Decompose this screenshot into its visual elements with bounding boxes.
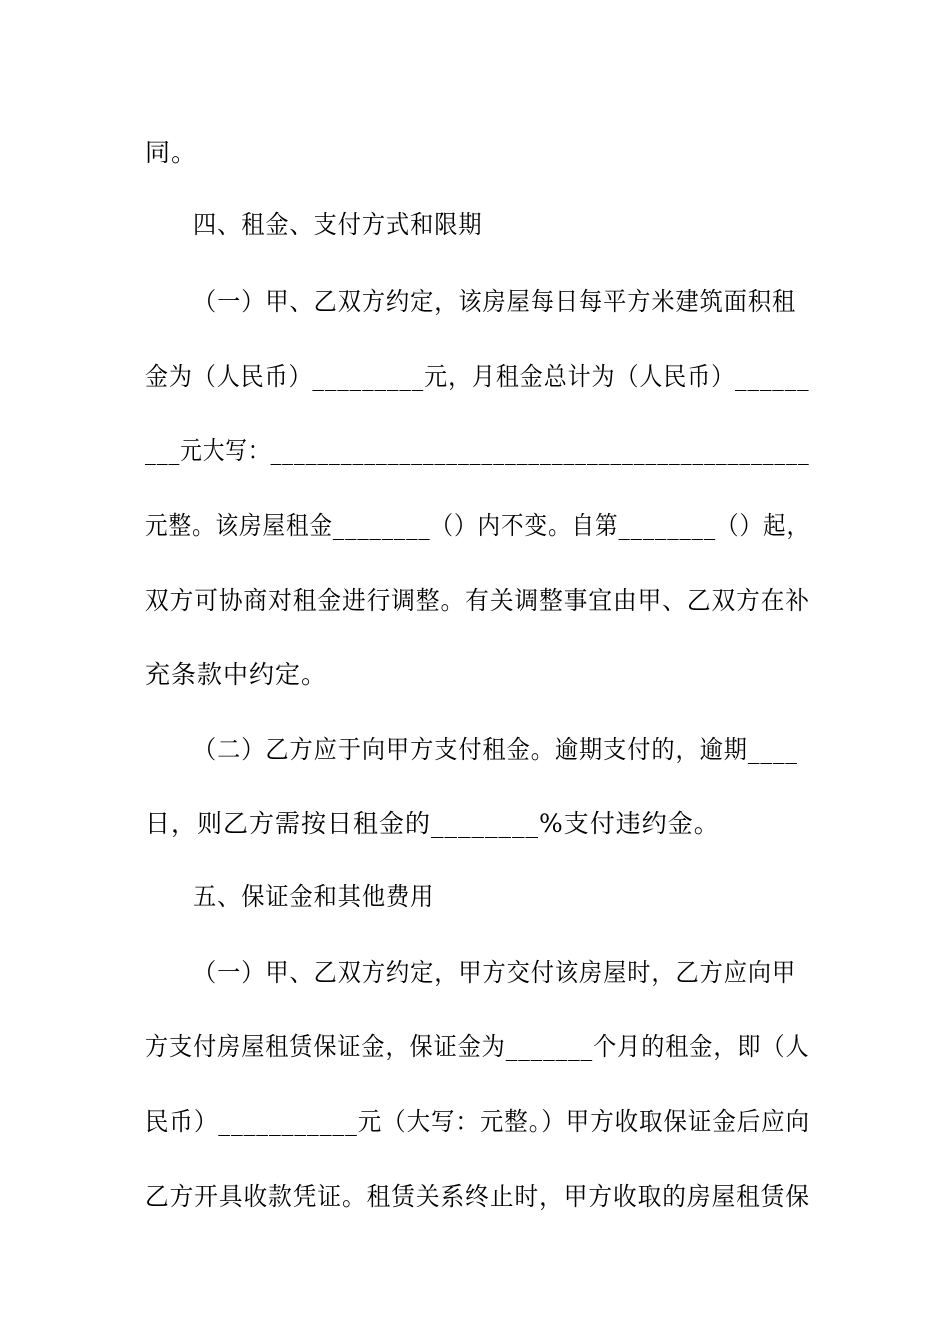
text-line: 金为（人民币）_________元，月租金总计为（人民币）______ xyxy=(145,362,810,391)
text-line: 同。 xyxy=(145,138,198,167)
text-line: 双方可协商对租金进行调整。有关调整事宜由甲、乙双方在补 xyxy=(145,586,811,615)
text-line: 元整。该房屋租金________（）内不变。自第________（）起， xyxy=(145,511,811,540)
text-line: 日，则乙方需按日租金的________%支付违约金。 xyxy=(145,809,720,838)
text-line: 充条款中约定。 xyxy=(145,660,328,689)
text-line: （二）乙方应于向甲方支付租金。逾期支付的，逾期____ xyxy=(193,735,798,764)
text-line: ___元大写：______________________________________________ xyxy=(145,436,810,465)
text-line: 方支付房屋租赁保证金，保证金为_______个月的租金，即（人 xyxy=(145,1032,810,1061)
text-line: 乙方开具收款凭证。租赁关系终止时，甲方收取的房屋租赁保 xyxy=(145,1182,811,1211)
text-line: （一）甲、乙双方约定，甲方交付该房屋时，乙方应向甲 xyxy=(193,958,797,987)
section-heading-rent: 四、租金、支付方式和限期 xyxy=(193,210,483,239)
section-heading-deposit: 五、保证金和其他费用 xyxy=(193,882,435,911)
text-line: 民币）___________元（大写：元整。）甲方收取保证金后应向 xyxy=(145,1107,811,1136)
text-line: （一）甲、乙双方约定，该房屋每日每平方米建筑面积租 xyxy=(193,287,797,316)
